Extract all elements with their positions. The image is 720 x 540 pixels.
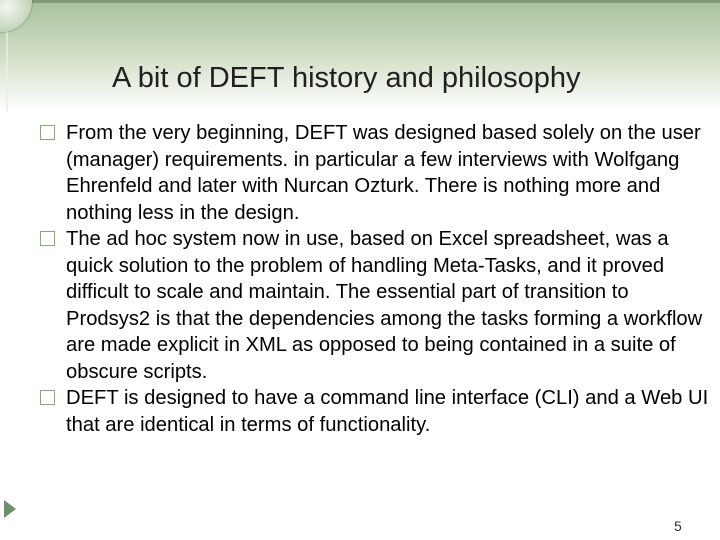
slide-title: A bit of DEFT history and philosophy [112, 62, 581, 94]
bullet-item [40, 226, 712, 385]
bullet-text: DEFT is designed to have a command line interface (CLI) and a Web UI that are identical in terms of functionality. [66, 387, 709, 436]
page-number: 5 [674, 518, 682, 534]
square-bullet-icon [40, 231, 55, 246]
bullet-list [40, 120, 712, 540]
bullet-item [40, 120, 712, 226]
bullet-text: The ad hoc system now in use, based on Excel spreadsheet, was a quick solution to the problem of handling Meta-Tasks, and it proved difficult to scale and maintain. The essential part of transition to Prodsys2 is that the dependencies among the tasks forming a workflow are made explicit in XML as opposed to being contained in a suite of obscure scripts. [66, 228, 703, 383]
top-rule [0, 0, 720, 3]
square-bullet-icon [40, 390, 55, 405]
bullet-item [40, 385, 712, 438]
next-arrow-icon[interactable] [4, 500, 16, 518]
bullet-text: From the very beginning, DEFT was designed based solely on the user (manager) requirements. in particular a few interviews with Wolfgang Ehrenfeld and later with Nurcan Ozturk. There is nothing more and nothing less in the design. [66, 122, 701, 224]
square-bullet-icon [40, 125, 55, 140]
header-band [0, 0, 720, 112]
